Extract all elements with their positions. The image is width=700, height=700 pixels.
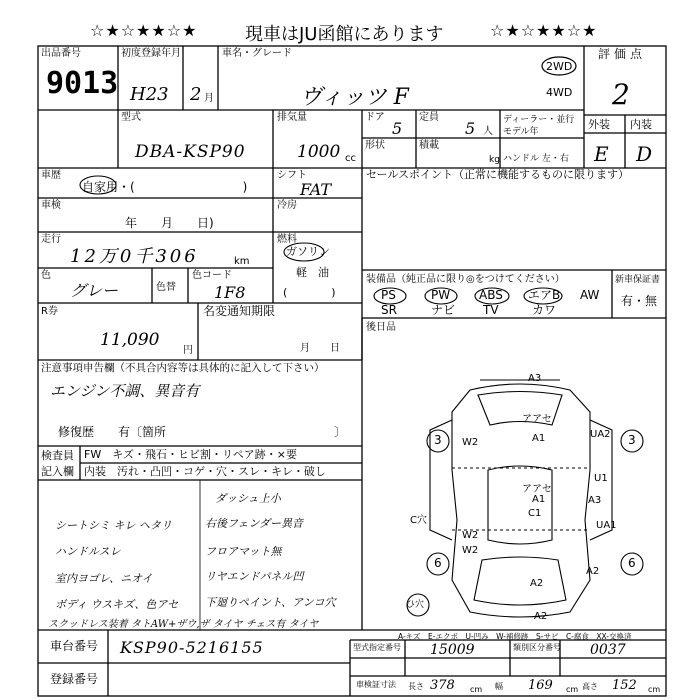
hgt-unit: cm — [648, 685, 661, 694]
displacement-unit: cc — [345, 153, 356, 164]
wid-unit: cm — [566, 685, 579, 694]
hw-note-5: フロアマット無 — [205, 545, 282, 558]
shift-value: FAT — [300, 180, 332, 199]
hw-note-1: ダッシュ上小 — [215, 492, 281, 505]
mark-six-left: 6 — [434, 556, 442, 570]
equipment-label: 装備品（純正品に限り◎をつけてください） — [366, 274, 565, 285]
score-value: 2 — [612, 78, 630, 111]
km-label: km — [234, 256, 250, 267]
chassis-value: KSP90-5216155 — [120, 638, 264, 657]
hw-note-2: シートシミ キレ ヘタリ — [55, 519, 172, 532]
name-grade-label: 車名・グレード — [222, 48, 292, 59]
score-label: 評価点 — [598, 47, 647, 61]
equip-aw: AW — [580, 288, 600, 302]
drive-2wd: 2WD — [546, 60, 573, 73]
sales-point-label: セールスポイント（正常に機能するものに限ります） — [366, 168, 630, 181]
r-ken-value: 11,090 — [100, 330, 160, 350]
inspection-row-1: FW キズ・飛石・ヒビ割・リペア跡・×要 — [84, 448, 297, 461]
type-cert-label: 型式指定番号 — [353, 643, 401, 652]
equip-navi: ナビ — [431, 303, 456, 317]
header-left-stars: ☆★☆★★☆★ — [90, 21, 198, 40]
equip-sr: SR — [381, 303, 397, 317]
inspection-row-2: 内装 汚れ・凸凹・コゲ・穴・スレ・キレ・破し — [84, 465, 326, 478]
mark-ua1-r: UA1 — [596, 520, 617, 531]
history-options: 自家用・( ) — [82, 180, 248, 194]
dealer-label: ディーラー・並行 — [503, 115, 575, 125]
mark-a2-rear2: A2 — [534, 611, 548, 622]
color-code-label: 色コード — [192, 270, 232, 281]
fuel-diesel: 軽 油 — [296, 266, 329, 279]
shaken-date: 年 月 日) — [125, 216, 214, 230]
doors-label: ドア — [365, 112, 385, 123]
mark-ua2-rf: UA2 — [590, 429, 611, 440]
capacity-value: 5 — [465, 119, 476, 138]
kg-label: kg — [489, 155, 500, 165]
mark-u1-r: U1 — [594, 473, 608, 484]
mark-ap-hood: アアセ — [522, 414, 552, 425]
header-right-stars: ☆★☆★★☆★ — [490, 21, 598, 40]
mark-a2-rr: A2 — [586, 566, 600, 577]
color-code-value: 1F8 — [214, 283, 246, 302]
equip-cowl: カワ — [532, 303, 557, 317]
load-label: 積載 — [419, 140, 439, 151]
doors-value: 5 — [392, 119, 403, 138]
mark-a2-rear: A2 — [530, 578, 544, 589]
hgt-label: 高さ — [582, 682, 598, 691]
mark-three-left: 3 — [434, 433, 442, 447]
model-label: 型式 — [121, 112, 141, 123]
class-value: 0037 — [590, 642, 626, 658]
dims-label: 車検証寸法 — [356, 680, 396, 689]
equip-abs: ABS — [479, 288, 503, 302]
chassis-label: 車台番号 — [50, 639, 99, 653]
hw-note-3: 右後フェンダー異音 — [205, 517, 304, 530]
mark-six-right: 6 — [628, 556, 636, 570]
mark-c1: C1 — [528, 508, 542, 519]
hw-note-8: ボディ ウスキズ、色アセ — [55, 598, 179, 611]
color-label: 色 — [41, 270, 51, 281]
color-change-label: 色替 — [156, 282, 176, 293]
tax-due-label: 名変通知期限 — [203, 304, 276, 318]
warranty-options: 有・無 — [621, 294, 658, 308]
notes-title: 注意事項申告欄（不具合内容等は具体的に記入して下さい） — [41, 362, 325, 374]
mark-a3-r: A3 — [588, 495, 602, 506]
first-reg-label: 初度登録年月 — [121, 48, 181, 59]
hw-note-9: 下廻りペイント、アンコ穴 — [205, 596, 336, 609]
fuel-other: ( ) — [283, 286, 336, 299]
drive-4wd: 4WD — [546, 86, 573, 99]
model-year-label: モデル年 — [503, 127, 539, 137]
equip-airbag: エアB — [528, 288, 561, 302]
type-cert-value: 15009 — [430, 642, 475, 658]
fuel-gasoline: ガソリン — [286, 245, 330, 258]
reg-label: 登録番号 — [50, 672, 99, 686]
mileage-value: 12万0千306 — [70, 246, 199, 267]
hw-note-7: リヤエンドパネル凹 — [205, 570, 304, 583]
first-reg-year: H23 — [130, 84, 169, 105]
header-title: 現車はJU函館にあります — [245, 24, 444, 45]
mark-a1-roof: A1 — [532, 494, 546, 505]
mark-w2-lr2: W2 — [462, 545, 479, 556]
shape-label: 形状 — [365, 140, 385, 151]
interior-label: 内装 — [630, 118, 652, 131]
damage-legend: A-キズ E-エクボ U-凹み W-補修跡 S-サビ C-腐食 XX-交換済 — [398, 632, 632, 641]
lot-label: 出品番号 — [41, 48, 81, 59]
capacity-unit: 人 — [483, 126, 493, 137]
hw-note-10: スクッドレス装着 タトAW+ザウ,ザ タイヤ チェス有 タイヤ — [48, 619, 319, 630]
len-unit: cm — [470, 685, 483, 694]
equip-pw: PW — [431, 288, 451, 302]
mark-underbody: ひ穴 — [406, 600, 425, 610]
mark-c-left: C穴 — [410, 515, 427, 526]
mark-w2-lf: W2 — [462, 437, 479, 448]
inspector-label-2: 記入欄 — [41, 465, 74, 478]
interior-value: D — [636, 142, 653, 166]
inspector-label: 検査員 — [41, 449, 74, 462]
tax-due-date: 月 日 — [300, 343, 340, 354]
wid-label: 幅 — [495, 682, 503, 691]
len-value: 378 — [430, 678, 455, 693]
hw-note-6: 室内ヨゴレ、ニオイ — [55, 572, 153, 585]
model-value: DBA-KSP90 — [135, 142, 246, 162]
hgt-value: 152 — [612, 678, 637, 693]
car-name: ヴィッツ F — [300, 85, 409, 110]
mark-w2-lr: W2 — [462, 530, 479, 541]
lot-number: 9013 — [46, 66, 119, 101]
equip-ps: PS — [381, 288, 396, 302]
capacity-label: 定員 — [419, 112, 439, 123]
rear-seat-label: 後日品 — [366, 322, 396, 333]
shaken-label: 車検 — [41, 200, 61, 211]
hw-note-4: ハンドルスレ — [55, 545, 121, 558]
displacement-value: 1000 — [297, 142, 341, 162]
first-reg-month: 2 — [190, 84, 202, 105]
new-warranty-label: 新車保証書 — [615, 275, 661, 285]
wid-value: 169 — [528, 678, 553, 693]
mark-three-right: 3 — [628, 433, 636, 447]
color-value: グレー — [70, 281, 119, 300]
equip-tv: TV — [483, 303, 499, 317]
repair-value: 有〔箇所 〕 — [118, 425, 347, 439]
first-reg-month-unit: 月 — [204, 93, 214, 104]
mark-ap-roof: アアセ — [522, 484, 552, 495]
exterior-label: 外装 — [588, 118, 610, 131]
displacement-label: 排気量 — [277, 112, 307, 123]
repair-label: 修復歴 — [58, 425, 95, 439]
mileage-label: 走行 — [41, 234, 61, 245]
exterior-value: E — [594, 142, 609, 166]
handle-label: ハンドル 左・右 — [503, 154, 569, 164]
r-ken-label: R券 — [41, 306, 58, 317]
yen-label: 円 — [183, 345, 193, 356]
notes-value: エンジン不調、異音有 — [50, 382, 200, 400]
class-label: 類別区分番号 — [513, 643, 561, 652]
ac-label: 冷房 — [277, 200, 297, 211]
mark-a1-hood: A1 — [532, 433, 546, 444]
history-label: 車歴 — [41, 170, 61, 181]
mark-a3-top: A3 — [528, 373, 542, 384]
shift-label: シフト — [277, 170, 307, 181]
fuel-label: 燃料 — [277, 234, 297, 245]
len-label: 長さ — [408, 682, 424, 691]
